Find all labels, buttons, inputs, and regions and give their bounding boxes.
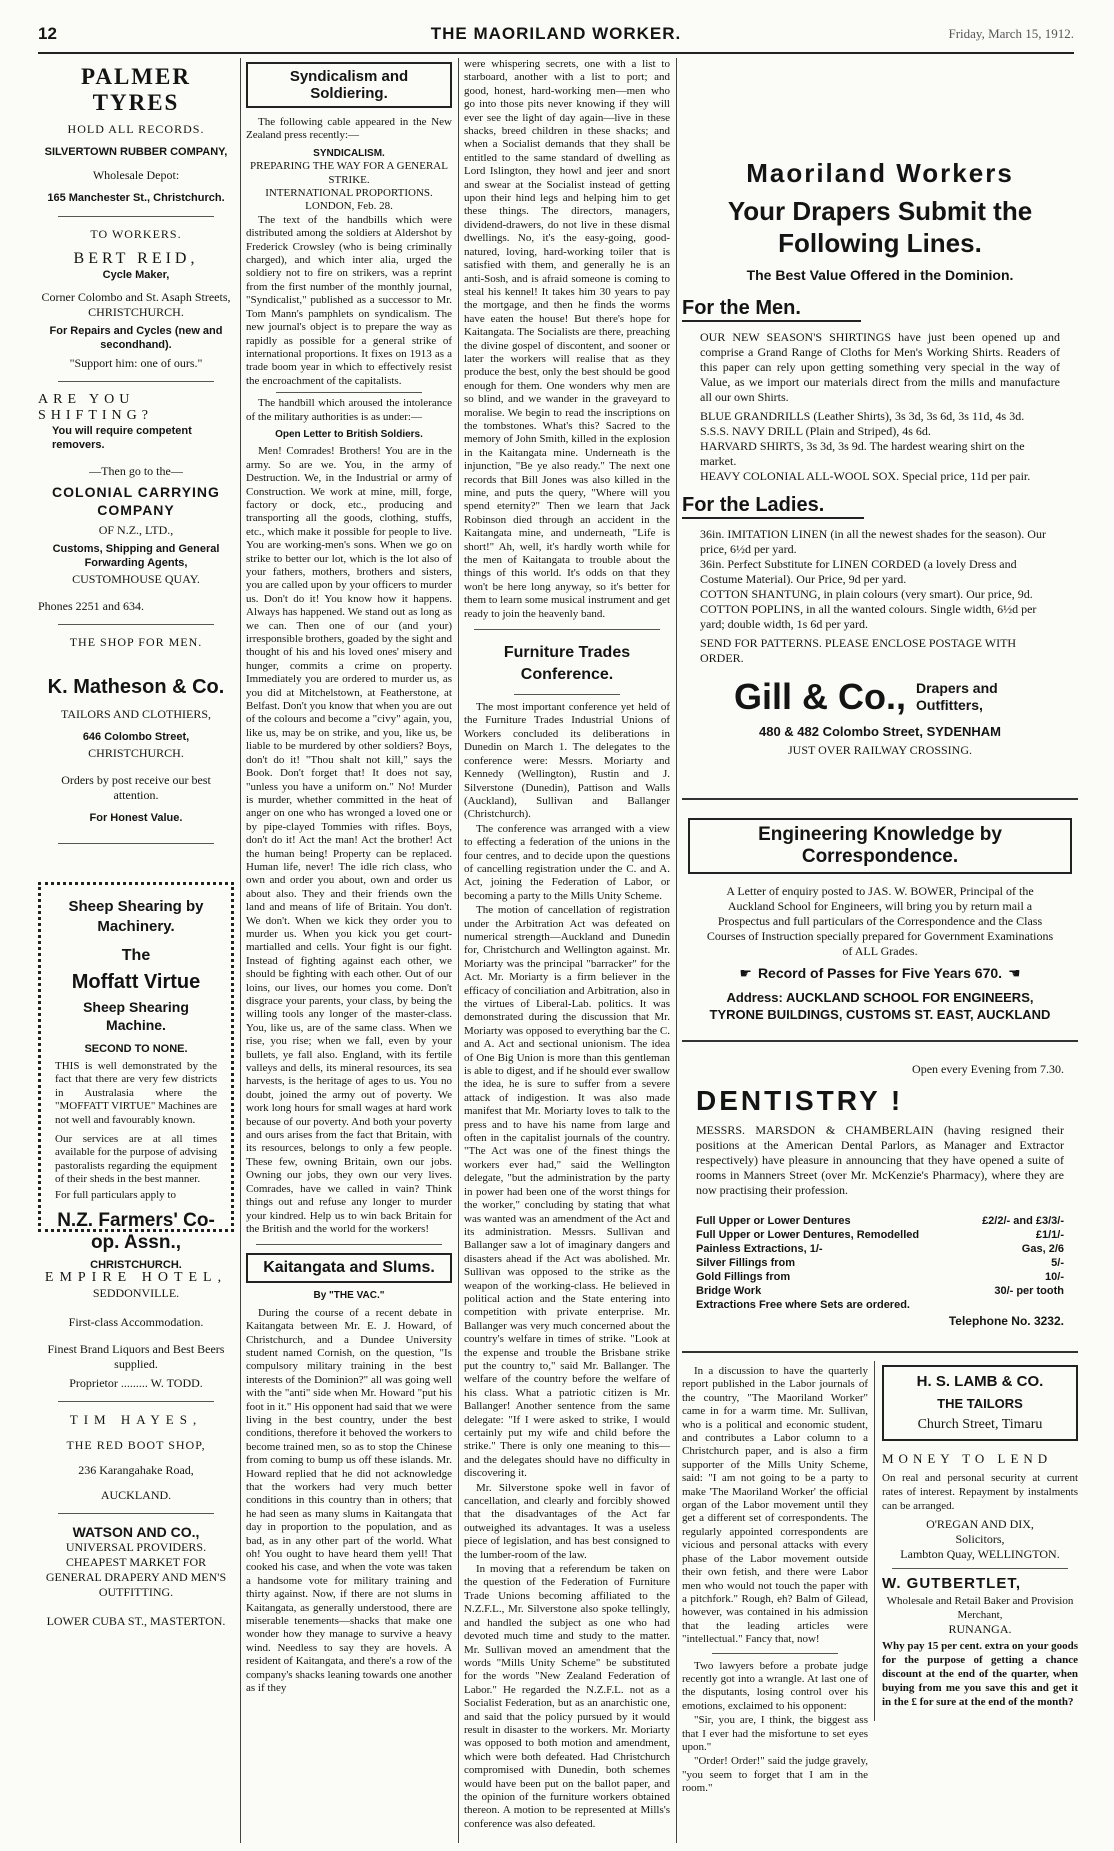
ad-title: MONEY TO LEND xyxy=(882,1451,1053,1466)
ad-firm: O'REGAN AND DIX, xyxy=(926,1517,1034,1531)
ad-city: CHRISTCHURCH. xyxy=(90,1259,182,1272)
matheson-ad xyxy=(38,635,234,825)
money-to-lend-ad xyxy=(882,1451,1078,1562)
list-item: S.S.S. NAVY DRILL (Plain and Striped), 4s 6d. xyxy=(700,424,931,438)
article-paragraph: In moving that a referendum be taken on the question of the Federation of Furniture Trade Unions becoming affiliated to the N.Z.F.L., Mr. Silverstone also spoke tellingly, and handled the subject as one who had devoted much time and study to the matter. Mr. Sullivan moved an amendment that the words "Mills Unity Scheme" be substituted for the words "New Zealand Federation of Labor." He regarded the N.Z.F.L. not as a Socialist Federation, but as an anarchistic one, and said that the policy pursued by it would result in disaster to the workers. Mr. Moriarty was opposed to both motion and amendment, which were both defeated. Had Christchurch compromised with Dunedin, both schemes would have been put on the ballot paper, and the opinion of the furniture workers obtained thereon. A motion to be represented at Mills's conference was also defeated. xyxy=(464,1563,670,1830)
article-paragraph: Men! Comrades! Brothers! You are in the army. So are we. You, in the army of Destruction. We, in the Industrial or army of Construction. We work at mine, mill, forge, factory or dock, etc., producing and transporting all the goods, clothing, stuffs, etc., which make it possible for people to live. You are working-men's sons. When we go on strike to better our lot, which is the lot also of your fathers, mothers, brothers and sisters, you are called upon by your officers to murder us. Don't do it! You know how it happens. Always has happened. We stand out as long as we can. Then one of our (and your) irresponsible brothers, goaded by the sight and thought of his and his loved ones' misery and hunger, commits a crime on property. Immediately you are ordered to murder us, as you did at Mitchelstown, at Featherstone, at Belfast. Don't you know that when you are out of the colours and become a "civy" again, you, like us, may be on strike, and you, like us, be liable to be murdered by other soldiers? Boys, don't do it! "Thou shalt not kill," says the Book. Don't forget that! It does not say, "unless you have a uniform on." No! Murder is murder, whether committed in the heat of anger on one who has wronged a loved one or by pipe-clayed Tommies with rifles. Boys, don't do it! Act the man! Act the brother! Act the human being! Property can be replaced. Human life, never! The idle rich class, who own and order you about, own and order us about also. They and their friends own the land and means of life of Britain. You don't. We don't. When we kick they order you to murder us. When you kick you get court-martialled and cells. Your fight is our fight. Instead of fighting against each other, we should be fighting with each other. Out of our loins, our lives, our homes you come. Don't disgrace your parents, your class, by being the willing tools any longer of the master-class. You, like us, are of the same class. When we rise, you rise; when we fall, even by your bullets, ye fall also. England, with its fertile valleys and dells, its mineral resources, its sea harvests, is the heritage of ages to us. You no doubt, joined the army out of poverty. We work long hours for small wages at hard work because of our poverty. And both your poverty and ours arises from the fact that Britain, with its resources, belongs to only a few people. These few, owning Britain, own our jobs. Owning our jobs, they own our very lives. Comrades, have we called in vain? Think things out and refuse any longer to murder your kindred. Help us to win back Britain for the British and the world for the workers! xyxy=(246,445,452,1235)
section-heading: For the Ladies. xyxy=(682,494,864,519)
pointing-hand-icon: ☛ xyxy=(739,965,752,981)
ad-slogan: For Honest Value. xyxy=(89,812,183,824)
ad-title: COLONIAL CARRYING COMPANY xyxy=(52,484,220,518)
list-item: 36in. Perfect Substitute for LINEN CORDED (a lovely Dress and Costume Material). Our Price, 9d per yard. xyxy=(700,557,1017,586)
ad-title: EMPIRE HOTEL, xyxy=(44,1270,228,1285)
price-value: 30/- per tooth xyxy=(994,1285,1064,1297)
ad-address: Corner Colombo and St. Asaph Streets, CHRISTCHURCH. xyxy=(41,290,231,319)
ad-text: OUR NEW SEASON'S SHIRTINGS have just been opened up and comprise a Grand Range of Cloths for Men's Working Shirts. Readers of this paper can rely upon getting something very special in the way of Value, as we import our materials direct from the mills and manufacture all our own Shirts. xyxy=(700,330,1060,404)
price-row xyxy=(696,1242,1064,1256)
divider xyxy=(276,392,422,393)
divider xyxy=(892,1568,1068,1569)
ad-address: Lambton Quay, WELLINGTON. xyxy=(900,1547,1060,1561)
brand-trade: Drapers and Outfitters, xyxy=(916,680,998,713)
article-paragraph: The following cable appeared in the New Zealand press recently:— xyxy=(246,116,452,142)
column-3-articles xyxy=(464,58,670,1843)
ad-text: First-class Accommodation. xyxy=(68,1315,204,1329)
ad-text: Orders by post receive our best attention. xyxy=(61,773,211,802)
article-title: Syndicalism and Soldiering. xyxy=(246,62,452,108)
list-item: HEAVY COLONIAL ALL-WOOL SOX. Special price, 11d per pair. xyxy=(700,469,1031,483)
article-subhead: PREPARING THE WAY FOR A GENERAL STRIKE. xyxy=(250,160,448,186)
ad-title: DENTISTRY ! xyxy=(696,1085,904,1116)
column-rule xyxy=(874,1361,875,1721)
price-value: £2/2/- and £3/3/- xyxy=(982,1215,1064,1227)
column-1-ads xyxy=(38,58,234,1629)
ad-place: RUNANGA. xyxy=(948,1622,1012,1636)
ad-product: Sheep Shearing Machine. xyxy=(83,999,189,1033)
brand-name: Gill & Co., xyxy=(733,676,906,717)
ad-address: LOWER CUBA ST., MASTERTON. xyxy=(46,1614,226,1628)
ad-heading: THE SHOP FOR MEN. xyxy=(69,635,203,649)
ad-text: THE TAILORS xyxy=(937,1396,1023,1411)
article-body xyxy=(464,701,670,1831)
ad-services: Customs, Shipping and General Forwarding Agents, xyxy=(52,543,220,569)
ad-street: 646 Colombo Street, xyxy=(82,731,190,743)
pointing-hand-icon: ☚ xyxy=(1008,965,1021,981)
divider xyxy=(682,1351,1078,1353)
ad-title: Engineering Knowledge by Correspondence. xyxy=(688,818,1072,874)
masthead: THE MAORILAND WORKER. xyxy=(430,24,682,43)
column-rule xyxy=(458,58,459,1843)
column-rule xyxy=(676,58,677,1843)
price-item: Silver Fillings from xyxy=(696,1257,796,1269)
maoriland-drapers-ad xyxy=(682,158,1078,758)
divider xyxy=(58,624,214,625)
article-title: Furniture Trades Conference. xyxy=(503,644,631,684)
red-boot-shop-ad xyxy=(38,1412,234,1503)
ad-place: SEDDONVILLE. xyxy=(92,1286,180,1300)
price-item: Painless Extractions, 1/- xyxy=(696,1243,823,1255)
article-paragraph: "Sir, you are, I think, the biggest ass that I ever had the misfortune to set eyes upon." xyxy=(682,1714,868,1753)
ad-slogan: SECOND TO NONE. xyxy=(84,1043,188,1055)
ad-title: Maoriland Workers xyxy=(746,158,1014,188)
colonial-carrying-ad xyxy=(38,392,234,614)
ad-city: AUCKLAND. xyxy=(100,1488,172,1502)
ad-text: You will require competent removers. xyxy=(52,425,192,451)
ad-proprietor: Proprietor ......... W. TODD. xyxy=(69,1376,203,1390)
ad-trade: Wholesale and Retail Baker and Provision Merchant, xyxy=(886,1595,1074,1621)
divider xyxy=(58,843,214,844)
ad-city: CHRISTCHURCH. xyxy=(88,746,184,760)
ad-address: 236 Karangahake Road, xyxy=(78,1463,194,1477)
price-list xyxy=(696,1214,1064,1329)
divider xyxy=(58,1513,214,1514)
article-paragraph: The most important conference yet held of the Furniture Trades Industrial Unions of Workers concluded its deliberations in Dunedin on March 1. The delegates to the conference were: Messrs. Moriarty and Kennedy (Wellington), Rustin and J. Silverstone (Dunedin), Pattison and Walls (Auckland), Sullivan and Ballanger (Christchurch). xyxy=(464,701,670,821)
ad-title: Moffatt Virtue xyxy=(71,971,201,993)
ad-text: Solicitors, xyxy=(955,1532,1005,1546)
ad-address: CUSTOMHOUSE QUAY. xyxy=(72,572,200,586)
ad-headline: Your Drapers Submit the Following Lines. xyxy=(727,196,1033,258)
article-dateline: LONDON, Feb. 28. xyxy=(305,200,393,213)
ad-trade: TAILORS AND CLOTHIERS, xyxy=(60,707,212,721)
section-heading: For the Men. xyxy=(682,297,861,322)
price-value: 10/- xyxy=(1045,1271,1064,1283)
ad-title: WATSON AND CO., xyxy=(72,1524,200,1540)
ad-heading: Sheep Shearing by Machinery. xyxy=(68,898,204,935)
ad-address: TYRONE BUILDINGS, CUSTOMS ST. EAST, AUCKLAND xyxy=(709,1007,1051,1022)
ad-title: H. S. LAMB & CO. xyxy=(916,1373,1044,1390)
divider xyxy=(58,216,214,217)
ad-phones: Phones 2251 and 634. xyxy=(38,599,144,613)
ad-the: The xyxy=(121,947,151,964)
ad-address: 480 & 482 Colombo Street, SYDENHAM xyxy=(758,724,1001,739)
price-row xyxy=(696,1214,1064,1228)
ad-text: Extractions Free where Sets are ordered. xyxy=(696,1299,910,1311)
article-paragraph: Mr. Silverstone spoke well in favor of cancellation, and clearly and forcibly showed that the disadvantages of the Act far outweighed its advantages. It was a useless piece of legislation, and has best consigned to the lumber-room of the law. xyxy=(464,1481,670,1561)
article-paragraph: "Order! Order!" said the judge gravely, "you seem to forget that I am in the room." xyxy=(682,1755,868,1795)
ad-subtitle: HOLD ALL RECORDS. xyxy=(67,122,205,136)
men-items-list xyxy=(700,409,1060,484)
divider xyxy=(682,1040,1078,1042)
article-subhead: SYNDICALISM. xyxy=(313,147,385,159)
page-number: 12 xyxy=(38,24,57,43)
article-paragraph: were whispering secrets, one with a list to starboard, another with a list to port; and good, honest, hard-working men—men who go into those pits never knowing if they will ever see the light of day again—live in these shacks, breed children in these shacks; and when a Socialist demands that they shall be entitled to the same standard of dwelling as Lord Islington, they howl and jeer and snort and swear at the Socialist instead of getting upon their hind legs and helping him to get these things. The directors, managers, dividend-drawers, do not live in these dismal dwellings. No, it's the easy-going, good-natured, loving, hard-working toiler that is satisfied with them, and generally he is an anti-Sosh, and is afraid someone is coming to steal his kennel! It takes him 30 years to pay the mortgage, and then he finds the worms have eaten the house! But there's hope for Kaitangata. The Socialists are there, preaching the divine gospel of discontent, and sooner or later the workers will realise that as they produce the best, only the best should be good enough for them. One wonders why men are so blind, and we wander in the graveyard to moralise. We begin to read the inscriptions on the tombstones. What's this? Sacred to the memory of John Smith, killed in the explosion in the Kaitangata mine. Underneath is the injunction, "Be ye also ready." The next one records that Bill Jones was also killed in the mine, and puts the query, "Where will you spend eternity?" Then we learn that Jack Robinson died through an accident in the Kaitangata mine, and underneath, "Life is short!" Ah, well, it's hardly worth while for the men of Kaitangata to trouble about the things of this world. It's odds on that they won't be here long anyway, so it's better for them to learn some musical instrument and get ready to join the heavenly band. xyxy=(464,58,670,620)
list-item: COTTON SHANTUNG, in plain colours (very smart). Our price, 9d. xyxy=(700,587,1033,601)
price-value: 5/- xyxy=(1051,1257,1064,1269)
article-body xyxy=(464,58,670,621)
ad-text: For full particulars apply to xyxy=(55,1188,176,1201)
divider xyxy=(514,694,620,695)
ad-title: W. GUTBERTLET, xyxy=(882,1575,1021,1592)
page-header xyxy=(38,22,1074,54)
article-paragraph: The text of the handbills which were distributed among the soldiers at Aldershot by Frederick Crowsley (who is being criminally charged), and which inter alia, urged the soldiery not to fire on strikers, was a reprint from the first number of the monthly journal, "Syndicalist," published as a successor to Mr. Tom Mann's pamphlets on syndicalism. The new journal's object is to prepare the way as rapidly as possible for a general strike of international proportions. It fixes on 1913 as a trade boom year in which to effectively resist the encroachment of the capitalists. xyxy=(246,213,452,387)
ad-text: OF N.Z., LTD., xyxy=(98,523,174,537)
price-row xyxy=(696,1256,1064,1270)
empire-hotel-ad xyxy=(38,1270,234,1391)
divider xyxy=(712,1653,838,1654)
ad-address: Address: AUCKLAND SCHOOL FOR ENGINEERS, xyxy=(726,990,1034,1005)
ad-text: THIS is well demonstrated by the fact that there are very few districts in Australasia where the "MOFFATT VIRTUE" Machines are not well and favourably known. xyxy=(55,1060,217,1126)
price-row xyxy=(696,1228,1064,1242)
ad-address: 165 Manchester St., Christchurch. xyxy=(47,192,225,204)
list-item: HARVARD SHIRTS, 3s 3d, 3s 9d. The hardest wearing shirt on the market. xyxy=(700,439,1025,468)
article-body xyxy=(246,116,452,1236)
ad-heading: ARE YOU SHIFTING? xyxy=(38,392,153,423)
ad-company: SILVERTOWN RUBBER COMPANY, xyxy=(44,146,228,158)
list-item: COTTON POPLINS, in all the wanted colours. Single width, 6½d per yard; double width, 1s 6d per yard. xyxy=(700,602,1037,631)
article-byline: By "THE VAC." xyxy=(313,1290,385,1302)
ad-title: K. Matheson & Co. xyxy=(47,676,225,698)
article-paragraph: The handbill which aroused the intolerance of the military authorities is as under:— xyxy=(246,397,452,423)
price-item: Full Upper or Lower Dentures, Remodelled xyxy=(696,1229,920,1241)
price-row xyxy=(696,1270,1064,1284)
price-item: Gold Fillings from xyxy=(696,1271,791,1283)
ad-address: Church Street, Timaru xyxy=(917,1417,1043,1432)
gill-brand xyxy=(682,676,1078,718)
ad-subtitle: The Best Value Offered in the Dominion. xyxy=(746,267,1014,283)
ad-record-text: Record of Passes for Five Years 670. xyxy=(757,965,1003,981)
gutbertlet-ad xyxy=(882,1575,1078,1709)
bottom-section xyxy=(682,1361,1078,1795)
column-4-ads xyxy=(682,58,1078,1843)
article-subhead: Open Letter to British Soldiers. xyxy=(275,428,423,440)
lamb-ad xyxy=(882,1365,1078,1441)
article-paragraph: During the course of a recent debate in Kaitangata between Mr. E. J. Howard, of Christchurch, and a Dundee University student named Cornish, on the question, "Is compulsory military training in the best interests of the Dominion?" all was going well with the "anti" side when Mr. Howard "put his foot in it." His opponent had said that we were living in the best country, under the best conditions, therefore it behoved the workers to become trained men, so as to stop the Chinese from coming to bump us off these islands. Mr. Howard replied that he did not acknowledge that the workers had very much better conditions in this country than in others; that he had seen as many slums in Kaitangata that day in proportion to the population, and as bad, as in any other part of the world. What oh! You ought to have heard them yell! That cooked his case, and when the vote was taken a handsome vote for military training and thirty against. Now, if there are not slums in Kaitangata, as generally understood, there are miserable tenements—shacks that make one wonder how they manage to survive a heavy wind. Needless to say they are hovels. A resident of Kaitangata, and there's a row of the company's shacks leaning towards one another as if they xyxy=(246,1306,452,1695)
price-value: Gas, 2/6 xyxy=(1021,1243,1064,1255)
small-ads xyxy=(882,1365,1078,1709)
ad-text: Our services are at all times available for the purpose of advising pastoralists regarding the equipment of their sheds in the best manner. xyxy=(55,1133,217,1186)
ad-text: MESSRS. MARSDON & CHAMBERLAIN (having resigned their positions at the American Dental Parlors, as Manager and Extractor respectively) have pleasure in announcing that they have opened a suite of rooms in Manners Street (over Mr. McKenzie's Pharmacy), where they are now practising their profession. xyxy=(696,1123,1064,1197)
article-title: Kaitangata and Slums. xyxy=(246,1253,452,1283)
ad-slogan: "Support him: one of ours." xyxy=(69,356,203,370)
ad-text: —Then go to the— xyxy=(89,464,183,478)
ad-heading: TO WORKERS. xyxy=(90,227,182,241)
issue-date: Friday, March 15, 1912. xyxy=(948,26,1074,41)
ad-text: SEND FOR PATTERNS. PLEASE ENCLOSE POSTAGE WITH ORDER. xyxy=(700,636,1017,665)
divider xyxy=(58,1401,214,1402)
discussion-article xyxy=(682,1365,868,1797)
ad-title: PALMER TYRES xyxy=(81,64,191,115)
ad-record xyxy=(682,965,1078,982)
divider xyxy=(58,381,214,382)
list-item: BLUE GRANDRILLS (Leather Shirts), 3s 3d, 3s 6d, 3s 11d, 4s 3d. xyxy=(700,409,1025,423)
ad-trade: Cycle Maker, xyxy=(102,269,170,281)
ad-text: A Letter of enquiry posted to JAS. W. BOWER, Principal of the Auckland School for Engineers, will bring you by return mail a Prospectus and full particulars of the Correspondence and the Class Courses of Instruction specially prepared for Government Examinations of ALL Grades. xyxy=(706,884,1054,958)
article-subhead: INTERNATIONAL PROPORTIONS. xyxy=(265,187,433,200)
divider xyxy=(682,798,1078,800)
bert-reid-ad xyxy=(38,227,234,371)
price-item: Bridge Work xyxy=(696,1285,762,1297)
ad-text: CHEAPEST MARKET FOR GENERAL DRAPERY AND MEN'S OUTFITTING. xyxy=(45,1555,227,1599)
ad-shop: THE RED BOOT SHOP, xyxy=(66,1438,206,1452)
ad-company: N.Z. Farmers' Co-op. Assn., xyxy=(57,1210,215,1254)
watson-ad xyxy=(38,1524,234,1629)
divider xyxy=(474,629,660,630)
engineering-ad xyxy=(682,818,1078,1022)
ad-depot-label: Wholesale Depot: xyxy=(92,168,180,182)
article-paragraph: Two lawyers before a probate judge recently got into a wrangle. At last one of the disputants, losing control over his emotions, exclaimed to his opponent: xyxy=(682,1659,868,1712)
palmer-tyres-ad xyxy=(38,64,234,206)
ad-title: BERT REID, xyxy=(73,250,199,267)
ad-text: For Repairs and Cycles (new and secondhand). xyxy=(49,325,223,351)
article-paragraph: In a discussion to have the quarterly report published in the Labor journals of the country, "The Maoriland Worker" came in for a warm time. Mr. Sullivan, who is a political and economic student, and contributes a Labor column to a Christchurch paper, and is also a firm supporter of the Mills Unity Scheme, said: "I am not going to be a party to make 'The Maoriland Worker' the official organ of the Labor movement until they get a different set of correspondents. The regularly appointed correspondents are vicious and personal attacks with every phase of the Labor movement outside their own fetish, and there were Labor men who would not touch the paper with a pitchfork." Rough, eh? Balm of Gilead, however, was contained in his admission that the leading articles were "intellectual." Fancy that, now! xyxy=(682,1365,868,1646)
ad-text: JUST OVER RAILWAY CROSSING. xyxy=(787,743,973,757)
column-2-articles xyxy=(246,58,452,1843)
ad-note: Open every Evening from 7.30. xyxy=(912,1062,1064,1076)
ladies-items-list xyxy=(700,527,1060,632)
column-rule xyxy=(240,58,241,1843)
divider xyxy=(256,1244,442,1245)
article-body xyxy=(246,1289,452,1695)
ad-text: On real and personal security at current rates of interest. Repayment by instalments can be arranged. xyxy=(882,1472,1078,1512)
price-row xyxy=(696,1284,1064,1298)
ad-text: Why pay 15 per cent. extra on your goods for the purpose of getting a chance discount at the end of the quarter, when buying from me you save this and get it in the £ for sure at the end of the month? xyxy=(882,1640,1078,1708)
dentistry-ad xyxy=(696,1062,1064,1329)
article-paragraph: The conference was arranged with a view to effecting a federation of the unions in the four centres, and to decide upon the questions of cancelling registration under the C. and A. Act, joining the Federation of Labor, or becoming a party to the Mills Unity Scheme. xyxy=(464,822,670,902)
article-paragraph: The motion of cancellation of registration under the Arbitration Act was defeated on numerical strength—Auckland and Dunedin for, Christchurch and Wellington against. Mr. Moriarty was the principal "barracker" for the Act. Mr. Moriarty is a firm believer in the efficacy of conciliation and Arbitration, also in the virtues of Liberal-Lab. politics. It was demonstrated during the discussion that Mr. Moriarty was opposed to everything bar the C. and A. Act and sectional unionism. The idea of One Big Union is more than this gentleman is able to digest, and if he should ever swallow the idea, he is sure to suffer from a severe attack of indigestion. It was also made manifest that Mr. Moriarty loves to talk to the press and to have his name from large and often in the capitalist journals of the country. "The Act was one of the finest things the workers ever had," said the Wellington delegate, "but the administration by the party in power had been one of the worst things for the worker," concluding by stating that what was wanted was an amendment of the Act and its administration. Messrs. Sullivan and Ballanger saw a lot of imaginary dangers and disasters ahead if the Act was abolished. Mr. Sullivan was opposed to the strike as the weapon of the working-class. He believed in political action and the State entering into competition with private enterprise. Mr. Ballanger was very much concerned about the country's welfare in times of strike. "Look at the expense and trouble the Brisbane strike put the country to," said Mr. Ballanger. The welfare of the country before the welfare of his class. What a patriotic citizen is Mr. Ballanger! Another sentence from the same delegate: "If I were asked to strike, I would certainly put my wife and child before the strike." There is only one meaning to this—and the delegates should have no difficulty in discovering it. xyxy=(464,904,670,1480)
price-value: £1/1/- xyxy=(1035,1229,1064,1241)
price-item: Full Upper or Lower Dentures xyxy=(696,1215,851,1227)
moffatt-virtue-ad xyxy=(38,882,234,1272)
ad-text: Finest Brand Liquors and Best Beers supplied. xyxy=(47,1342,225,1371)
ad-telephone: Telephone No. 3232. xyxy=(948,1314,1064,1328)
ad-text: UNIVERSAL PROVIDERS. xyxy=(65,1540,207,1554)
ad-title: TIM HAYES, xyxy=(69,1412,203,1427)
list-item: 36in. IMITATION LINEN (in all the newest shades for the season). Our price, 6½d per yard. xyxy=(700,527,1046,556)
